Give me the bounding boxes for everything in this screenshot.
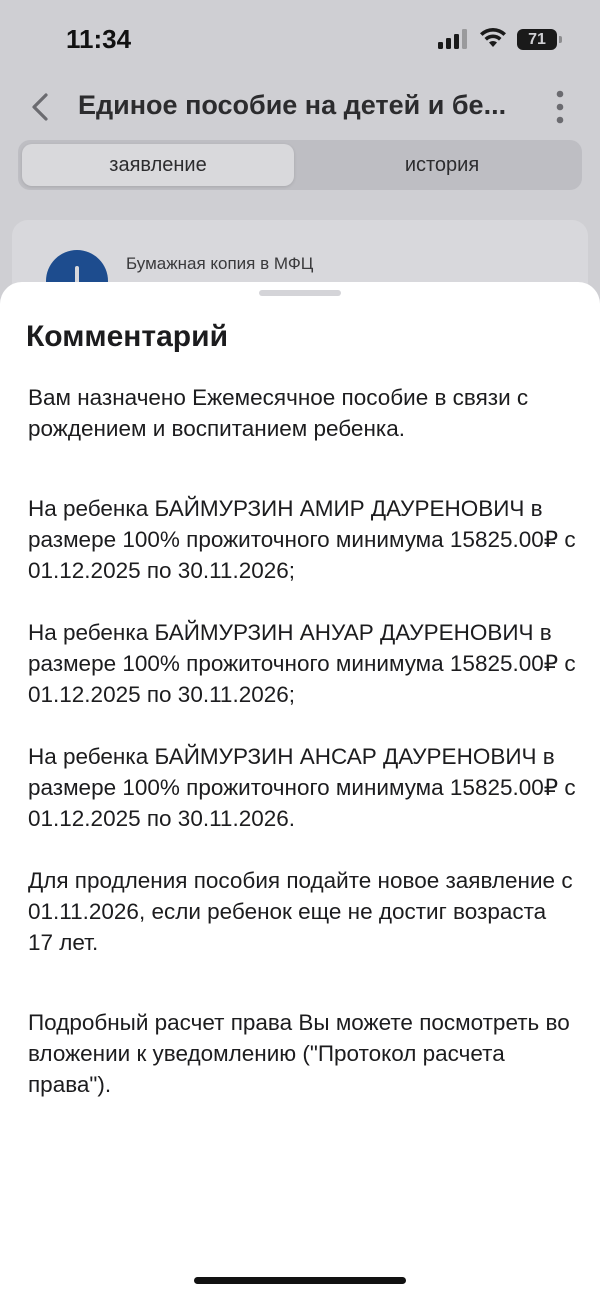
status-bar (0, 0, 600, 80)
comment-paragraph: На ребенка БАЙМУРЗИН АНСАР ДАУРЕНОВИЧ в размере 100% прожиточного минимума 15825.00₽ с 01.12.2025 по 30.11.2026. (28, 744, 576, 831)
comment-sheet (0, 282, 600, 1297)
battery-level: 71 (528, 30, 546, 48)
battery-icon (517, 29, 557, 50)
comment-paragraph: На ребенка БАЙМУРЗИН АНУАР ДАУРЕНОВИЧ в размере 100% прожиточного минимума 15825.00₽ с 01.12.2025 по 30.11.2026; (28, 620, 576, 707)
more-vertical-icon[interactable] (552, 90, 568, 124)
cellular-signal-icon (438, 29, 468, 49)
home-indicator[interactable] (194, 1277, 406, 1284)
sheet-title: Комментарий (26, 320, 229, 353)
sheet-grabber[interactable] (259, 290, 341, 296)
back-chevron-icon[interactable] (28, 92, 54, 122)
status-card-text: Бумажная копия в МФЦ (126, 254, 314, 273)
page-title: Единое пособие на детей и бе... (78, 90, 507, 120)
nav-header (0, 80, 600, 136)
comment-body (28, 382, 576, 1100)
segmented-control (18, 140, 582, 190)
tab-application[interactable]: заявление (22, 144, 294, 186)
wifi-icon (478, 27, 508, 49)
comment-paragraph: На ребенка БАЙМУРЗИН АМИР ДАУРЕНОВИЧ в размере 100% прожиточного минимума 15825.00₽ с 01.12.2025 по 30.11.2026; (28, 496, 576, 583)
comment-paragraph: Для продления пособия подайте новое заявление с 01.11.2026, если ребенок еще не достиг возраста 17 лет. (28, 868, 573, 955)
tab-history[interactable]: история (404, 153, 480, 176)
comment-paragraph: Подробный расчет права Вы можете посмотреть во вложении к уведомлению ("Протокол расчета права"). (28, 1010, 570, 1097)
status-time: 11:34 (66, 24, 132, 54)
comment-paragraph: Вам назначено Ежемесячное пособие в связи с рождением и воспитанием ребенка. (28, 385, 529, 441)
